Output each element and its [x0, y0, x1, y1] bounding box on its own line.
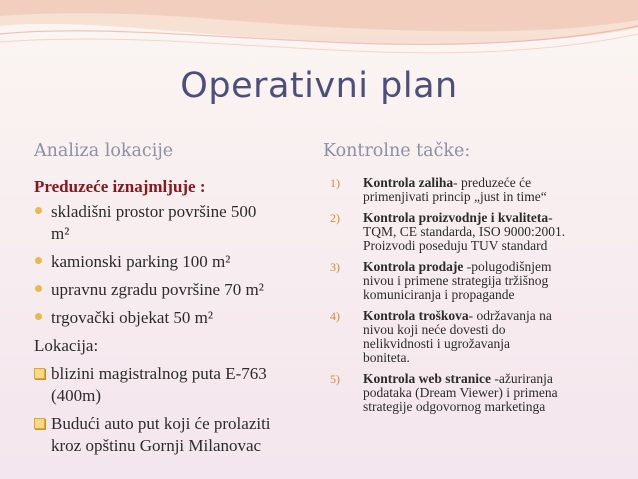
control-point-item: 3) Kontrola prodaje -polugodišnjem nivou i primene strategija tržišnog komuniciranja i propagande [330, 259, 552, 302]
item-number: 5) [330, 372, 340, 386]
item-number: 4) [330, 309, 340, 323]
list-item: Budući auto put koji će prolaziti kroz opštinu Gornji Milanovac [34, 413, 314, 457]
circle-bullet-icon [35, 285, 42, 292]
square-bullet-icon [34, 368, 45, 379]
list-item: trgovački objekat 50 m² [34, 307, 314, 329]
company-title: Preduzeće iznajmljuje : [34, 177, 206, 196]
item-number: 1) [330, 176, 340, 190]
list-item: skladišni prostor površine 500 m² [34, 201, 314, 245]
item-number: 3) [330, 260, 340, 274]
control-point-item: 1) Kontrola zaliha- preduzeće će primenjivati princip „just in time“ [330, 175, 547, 204]
slide-title: Operativni plan [180, 66, 458, 106]
list-item: blizini magistralnog puta E-763 (400m) [34, 363, 314, 407]
item-number: 2) [330, 211, 340, 225]
right-column [330, 176, 630, 421]
list-item: upravnu zgradu površine 70 m² [34, 279, 314, 301]
circle-bullet-icon [35, 207, 42, 214]
list-item: kamionski parking 100 m² [34, 251, 314, 273]
location-label: Lokacija: [34, 336, 99, 355]
left-column [34, 176, 314, 457]
right-heading: Kontrolne tačke: [323, 141, 471, 161]
control-point-item: 5) Kontrola web stranice -ažuriranja podataka (Dream Viewer) i primena strategije odgovornog marketinga [330, 371, 558, 414]
circle-bullet-icon [35, 257, 42, 264]
left-heading: Analiza lokacije [34, 141, 174, 161]
control-point-item: 4) Kontrola troškova- održavanja na nivou koji neće dovesti do nelikvidnosti i ugrožavanja boniteta. [330, 308, 552, 365]
circle-bullet-icon [35, 313, 42, 320]
square-bullet-icon [34, 418, 45, 429]
control-point-item: 2) Kontrola proizvodnje i kvaliteta- TQM, CE standarda, ISO 9000:2001. Proizvodi poseduju TUV standard [330, 210, 566, 253]
